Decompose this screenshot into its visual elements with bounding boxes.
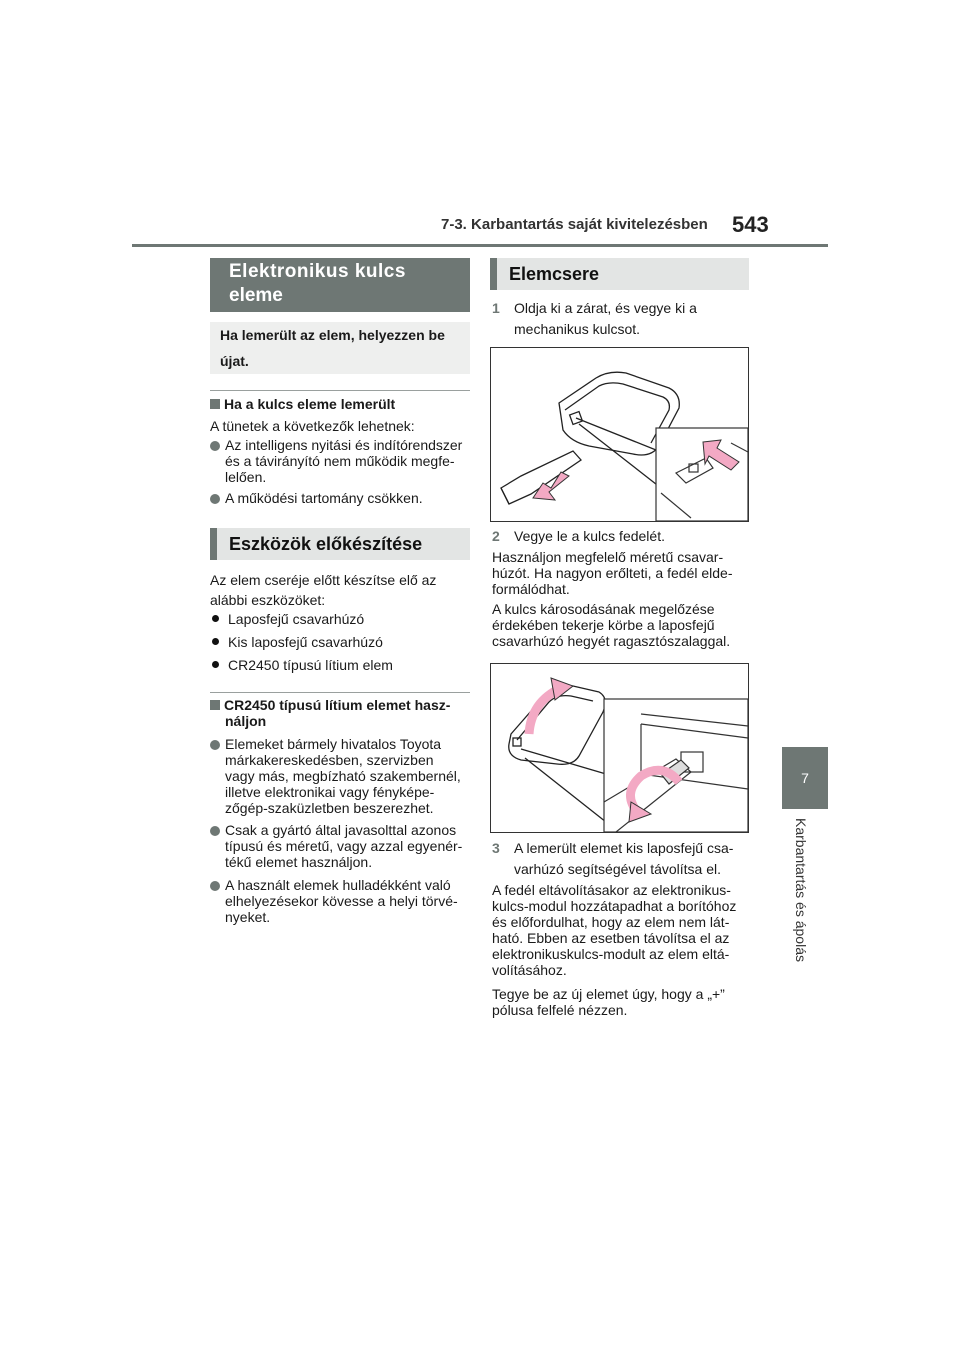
line: formálódhat. [492,581,570,597]
line: Az elem cseréje előtt készítse elő az [210,572,437,588]
symptom-item [225,437,462,485]
heading-bar [210,258,217,312]
header-rule [132,244,828,247]
subheading-cr2450 [210,697,450,729]
heading-bar [210,528,217,560]
note-box [210,322,470,374]
step-3-info [492,882,736,978]
line: Használjon megfelelő méretű csavar- [492,549,724,565]
cr2450-item [225,736,461,816]
line: mechanikus kulcsot. [514,321,641,337]
line: érdekében tekerje körbe a laposfejű [492,617,715,633]
step-number: 2 [492,528,500,544]
section-heading-replacement [490,258,749,290]
bullet-icon [212,615,219,622]
line: A lemerült elemet kis laposfejű csa- [514,840,734,856]
key-illustration-1 [491,348,748,521]
heading-text: Elektronikus kulcs eleme [217,258,470,312]
line: A használt elemek hulladékként való [225,877,451,893]
chapter-title: Karbantartás és ápolás [793,818,809,962]
line: ható. Ebben az esetben távolítsa el az [492,930,730,946]
symptoms-intro: A tünetek a következők lehetnek: [210,418,415,434]
square-bullet-icon [210,399,220,409]
line: típusú és méretű, vagy azzal egyenér- [225,838,463,854]
line: volításához. [492,962,567,978]
chapter-tab[interactable]: 7 [782,747,828,809]
line: alábbi eszközöket: [210,592,326,608]
section-title: 7-3. Karbantartás saját kivitelezésben [441,216,708,233]
line: náljon [225,713,267,729]
line: Vegye le a kulcs fedelét. [514,528,665,544]
round-bullet-icon [210,826,220,836]
line: kulcs-modul hozzátapadhat a borítóhoz [492,898,737,914]
round-bullet-icon [210,494,220,504]
tools-intro [210,570,436,610]
subheading-battery-dead [210,396,395,412]
square-bullet-icon [210,700,220,710]
line: CR2450 típusú lítium elemet hasz- [224,697,451,713]
line: húzót. Ha nagyon erőlteti, a fedél elde- [492,565,733,581]
line: illetve elektronikai vagy fényképe- [225,784,435,800]
page-number: 543 [732,212,769,237]
section-heading-tools [210,528,470,560]
line: varhúzó segítségével távolítsa el. [514,861,722,877]
step-2-info [492,549,733,597]
line: A kulcs károsodásának megelőzése [492,601,715,617]
round-bullet-icon [210,740,220,750]
step-2 [492,528,665,544]
subheading-text: Ha a kulcs eleme lemerült [224,396,396,412]
round-bullet-icon [210,881,220,891]
symptom-item [225,490,423,506]
line: A működési tartomány csökken. [225,490,423,506]
key-illustration-2 [491,664,748,832]
round-bullet-icon [210,441,220,451]
tool-item: Laposfejű csavarhúzó [228,611,365,627]
line: elhelyezésekor kövesse a helyi törvé- [225,893,458,909]
step-3-polarity [492,986,725,1018]
line: Oldja ki a zárat, és vegye ki a [514,300,697,316]
step-2-caution [492,601,730,649]
tool-item: Kis laposfejű csavarhúzó [228,634,383,650]
section-heading-battery [210,258,470,312]
bullet-icon [212,661,219,668]
line: csavarhúzó hegyét ragasztószalaggal. [492,633,731,649]
line: A fedél eltávolításakor az elektronikus- [492,882,731,898]
step-1 [492,298,697,340]
line: pólusa felfelé nézzen. [492,1002,628,1018]
divider [210,390,470,391]
heading-bar [490,258,497,290]
line: nyeket. [225,909,271,925]
line: vagy más, megbízható szakembernél, [225,768,461,784]
line: lelően. [225,469,267,485]
line: Elemeket bármely hivatalos Toyota [225,736,442,752]
note-line: újat. [220,353,249,369]
heading-text: Elemcsere [497,258,749,290]
line: Tegye be az új elemet úgy, hogy a „+” [492,986,725,1002]
step-number: 3 [492,840,500,856]
divider [210,692,470,693]
step-number: 1 [492,300,500,316]
line: tékű elemet használjon. [225,854,373,870]
tool-item: CR2450 típusú lítium elem [228,657,393,673]
line: és a távirányító nem működik megfe- [225,453,455,469]
heading-text: Eszközök előkészítése [217,528,470,560]
bullet-icon [212,638,219,645]
cr2450-item [225,877,458,925]
figure-remove-cover [490,663,749,833]
step-3 [492,838,733,880]
figure-remove-mechanical-key [490,347,749,522]
cr2450-item [225,822,462,870]
line: Az intelligens nyitási és indítórendszer [225,437,463,453]
note-line: Ha lemerült az elem, helyezzen be [220,327,445,343]
line: zőgép-szaküzletben beszerezhet. [225,800,434,816]
line: elektronikuskulcs-modult az elem eltá- [492,946,730,962]
line: és előfordulhat, hogy az elem nem lát- [492,914,730,930]
line: Csak a gyártó által javasolttal azonos [225,822,457,838]
line: márkakereskedésben, szervizben [225,752,434,768]
